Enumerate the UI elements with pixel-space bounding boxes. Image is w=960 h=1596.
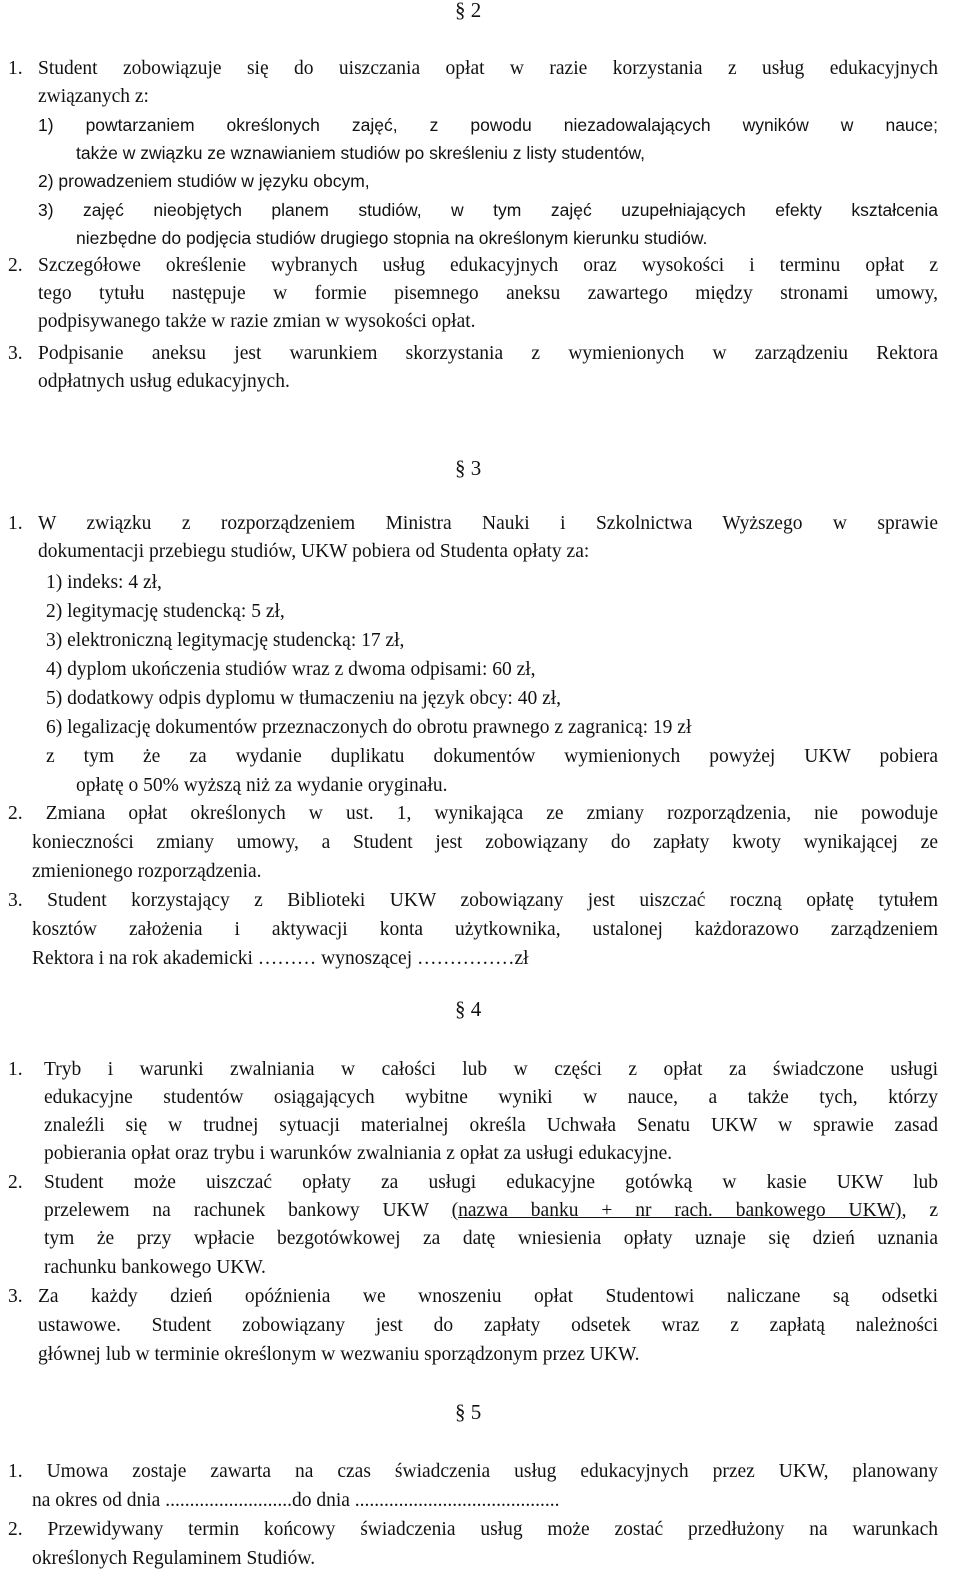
- s4-p1-line-b: edukacyjne studentów osiągających wybitne wyniki w nauce, a także tych, którzy: [44, 1087, 938, 1108]
- s2-p1-label: 1.: [8, 58, 23, 79]
- s3-p3-line-a: 3. Student korzystający z Biblioteki UKW zobowiązany jest uiszczać roczną opłatę tytułem: [8, 890, 938, 911]
- s4-p3-line-b: ustawowe. Student zobowiązany jest do zapłaty odsetek wraz z zapłatą należności: [38, 1315, 938, 1336]
- s2-p3-line-b: odpłatnych usług edukacyjnych.: [38, 371, 290, 392]
- s4-p1-line-c: znaleźli się w trudnej sytuacji materialnej określa Uchwała Senatu UKW w sprawie zasad: [44, 1115, 938, 1136]
- s2-p1-cont: związanych z:: [38, 86, 149, 107]
- s4-p2-line-d: rachunku bankowego UKW.: [44, 1257, 266, 1278]
- section-3-heading: § 3: [455, 456, 482, 480]
- section-2-heading: § 2: [455, 0, 482, 22]
- s2-p2-line-c: podpisywanego także w razie zmian w wysokości opłat.: [38, 311, 476, 332]
- bank-account-placeholder: (nazwa banku + nr rach. bankowego UKW): [451, 1200, 902, 1221]
- section-5-heading: § 5: [455, 1400, 482, 1424]
- section-4-heading: § 4: [455, 997, 482, 1021]
- s2-p3-line-a: Podpisanie aneksu jest warunkiem skorzystania z wymienionych w zarządzeniu Rektora: [38, 343, 938, 364]
- s3-item-6: 6) legalizację dokumentów przeznaczonych do obrotu prawnego z zagranicą: 19 zł: [46, 717, 692, 738]
- s3-item-5: 5) dodatkowy odpis dyplomu w tłumaczeniu na język obcy: 40 zł,: [46, 688, 562, 709]
- s4-p2-line-b-text: przelewem na rachunek bankowy UKW: [44, 1200, 452, 1221]
- s2-item-3b: niezbędne do podjęcia studiów drugiego stopnia na określonym kierunku studiów.: [76, 228, 708, 248]
- s3-p2-line-a: 2. Zmiana opłat określonych w ust. 1, wynikająca ze zmiany rozporządzenia, nie powoduje: [8, 803, 938, 824]
- s5-p2-line-b: określonych Regulaminem Studiów.: [32, 1548, 316, 1569]
- s3-item-4: 4) dyplom ukończenia studiów wraz z dwoma odpisami: 60 zł,: [46, 659, 536, 680]
- s2-item-3a: 3) zajęć nieobjętych planem studiów, w tym zajęć uzupełniających efekty kształcenia: [38, 200, 938, 220]
- s2-item-2: 2) prowadzeniem studiów w języku obcym,: [38, 171, 370, 191]
- s4-p3-line-c: głównej lub w terminie określonym w wezwaniu sporządzonym przez UKW.: [38, 1344, 640, 1365]
- s3-note-a: z tym że za wydanie duplikatu dokumentów wymienionych powyżej UKW pobiera: [46, 746, 938, 767]
- s3-p2-line-c: zmienionego rozporządzenia.: [32, 861, 262, 882]
- s3-note-b: opłatę o 50% wyższą niż za wydanie oryginału.: [76, 775, 448, 796]
- s2-item-1b: także w związku ze wznawianiem studiów po skreśleniu z listy studentów,: [76, 143, 645, 163]
- s3-p1-label: 1.: [8, 513, 23, 534]
- s5-p1-line-b: na okres od dnia ..........................do dnia ..........................................: [32, 1490, 560, 1511]
- s4-p2-label: 2.: [8, 1172, 23, 1193]
- s4-p1-label: 1.: [8, 1059, 23, 1080]
- s3-p1-line-a: W związku z rozporządzeniem Ministra Nauki i Szkolnictwa Wyższego w sprawie: [38, 513, 938, 534]
- s3-p1-line-b: dokumentacji przebiegu studiów, UKW pobiera od Studenta opłaty za:: [38, 541, 590, 562]
- s4-p2-line-b-tail: , z: [901, 1200, 938, 1221]
- s4-p1-line-a: Tryb i warunki zwalniania w całości lub w części z opłat za świadczone usługi: [44, 1059, 938, 1080]
- s5-p2-line-a: 2. Przewidywany termin końcowy świadczenia usług może zostać przedłużony na warunkach: [8, 1519, 938, 1540]
- s4-p2-line-c: tym że przy wpłacie bezgotówkowej za datę wniesienia opłaty uznaje się dzień uznania: [44, 1228, 938, 1249]
- s3-p2-line-b: konieczności zmiany umowy, a Student jest zobowiązany do zapłaty kwoty wynikającej ze: [32, 832, 938, 853]
- s2-p3-label: 3.: [8, 343, 23, 364]
- s4-p2-line-a: Student może uiszczać opłaty za usługi edukacyjne gotówką w kasie UKW lub: [44, 1172, 938, 1193]
- s4-p1-line-d: pobierania opłat oraz trybu i warunków zwalniania z opłat za usługi edukacyjne.: [44, 1143, 673, 1164]
- s2-p2-label: 2.: [8, 255, 23, 276]
- s4-p2-line-b: [44, 1197, 938, 1225]
- s2-p2-line-b: tego tytułu następuje w formie pisemnego aneksu zawartego między stronami umowy,: [38, 283, 938, 304]
- s2-p2-line-a: Szczegółowe określenie wybranych usług edukacyjnych oraz wysokości i terminu opłat z: [38, 255, 938, 276]
- s4-p3-label: 3.: [8, 1286, 23, 1307]
- s3-p3-line-b: kosztów założenia i aktywacji konta użytkownika, ustalonej każdorazowo zarządzeniem: [32, 919, 938, 940]
- s2-p1-text: Student zobowiązuje się do uiszczania opłat w razie korzystania z usług edukacyjnych: [38, 58, 938, 79]
- s3-item-1: 1) indeks: 4 zł,: [46, 572, 162, 593]
- s4-p3-line-a: Za każdy dzień opóźnienia we wnoszeniu opłat Studentowi naliczane są odsetki: [38, 1286, 938, 1307]
- s5-p1-line-a: 1. Umowa zostaje zawarta na czas świadczenia usług edukacyjnych przez UKW, planowany: [8, 1461, 938, 1482]
- s2-item-1a: 1) powtarzaniem określonych zajęć, z powodu niezadowalających wyników w nauce;: [38, 115, 938, 135]
- s3-p3-line-c: Rektora i na rok akademicki ……… wynoszącej ……………zł: [32, 948, 529, 969]
- s3-item-2: 2) legitymację studencką: 5 zł,: [46, 601, 285, 622]
- s3-item-3: 3) elektroniczną legitymację studencką: 17 zł,: [46, 630, 405, 651]
